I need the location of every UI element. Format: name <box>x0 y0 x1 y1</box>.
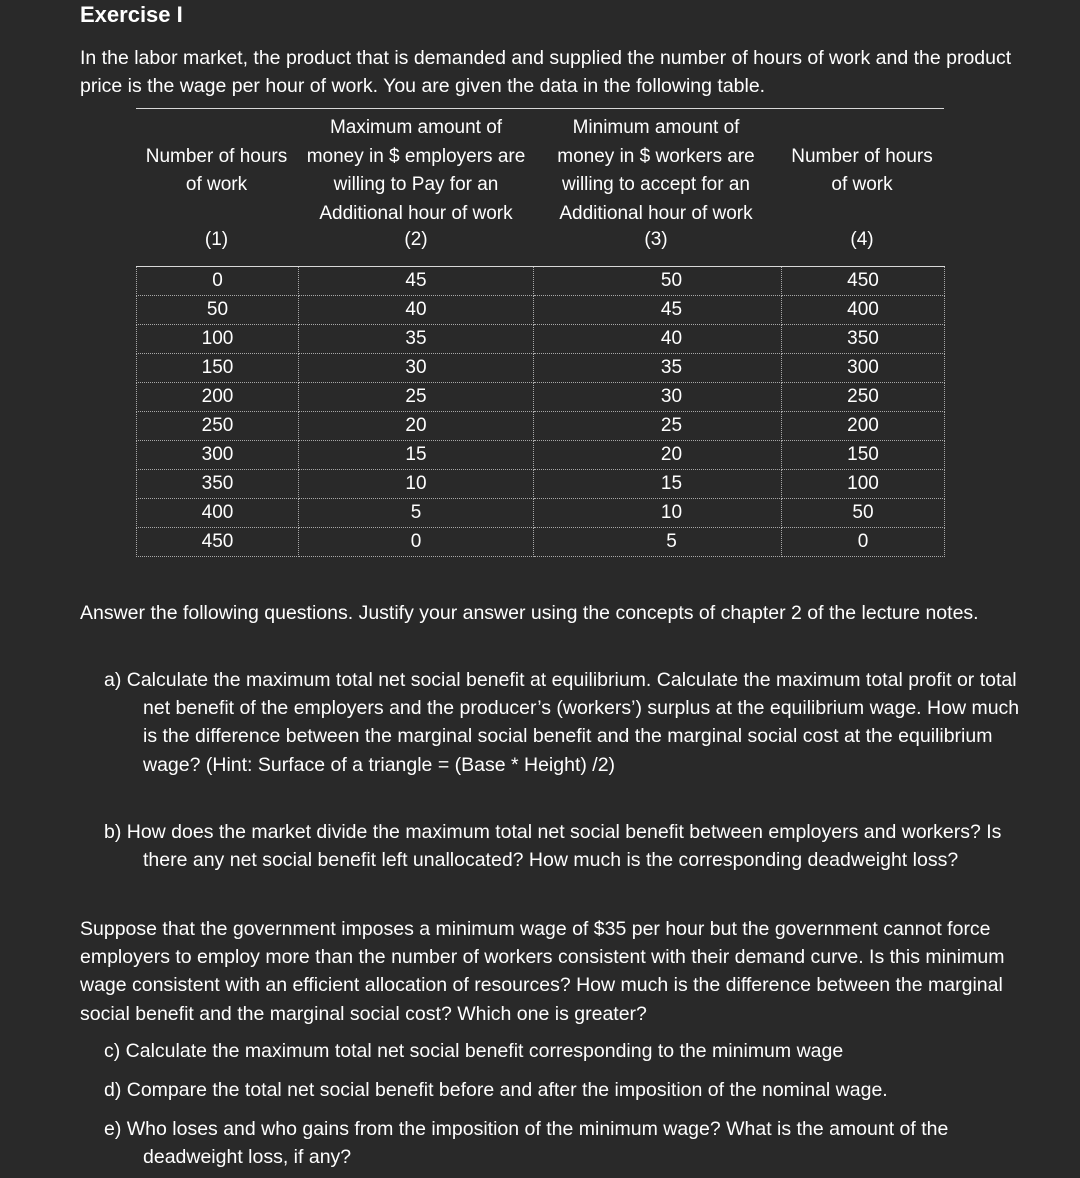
table-cell: 50 <box>534 267 782 296</box>
question-e: e) Who loses and who gains from the imposition of the minimum wage? What is the amount of the deadweight loss, if any? <box>104 1118 949 1169</box>
table-cell: 200 <box>137 383 299 412</box>
table-cell: 300 <box>782 354 945 383</box>
table-cell: 35 <box>299 325 534 354</box>
table-top-rule <box>136 108 944 109</box>
table-cell: 40 <box>534 325 782 354</box>
table-cell: 25 <box>299 383 534 412</box>
table-cell: 0 <box>299 528 534 557</box>
table-cell: 40 <box>299 296 534 325</box>
table-cell: 5 <box>534 528 782 557</box>
table-cell: 250 <box>782 383 945 412</box>
header-col-4: Number of hours of work <box>791 145 933 195</box>
table-cell: 10 <box>299 470 534 499</box>
table-cell: 300 <box>137 441 299 470</box>
table-cell: 30 <box>299 354 534 383</box>
table-cell: 450 <box>137 528 299 557</box>
exercise-intro: In the labor market, the product that is demanded and supplied the number of hours of work and the product price is the wage per hour of work. You are given the data in the following table. <box>80 47 1012 97</box>
table-cell: 50 <box>782 499 945 528</box>
question-a: a) Calculate the maximum total net social benefit at equilibrium. Calculate the maximum total profit or total net benefit of the employers and the producer’s (workers’) surplus at the equilibrium wage. How much is the difference between the marginal social benefit and the marginal social cost at the equilibrium wage? (Hint: Surface of a triangle = (Base * Height) /2) <box>104 669 1020 776</box>
header-col-1-number: (1) <box>204 229 229 250</box>
table-cell: 45 <box>299 267 534 296</box>
table-row <box>137 441 945 470</box>
table-cell: 15 <box>299 441 534 470</box>
table-row <box>137 267 945 296</box>
table-cell: 400 <box>782 296 945 325</box>
header-col-2-number: (2) <box>404 229 428 250</box>
table-cell: 15 <box>534 470 782 499</box>
table-row <box>137 412 945 441</box>
table-cell: 35 <box>534 354 782 383</box>
table-cell: 150 <box>137 354 299 383</box>
table-row <box>137 325 945 354</box>
table-cell: 5 <box>299 499 534 528</box>
table-cell: 50 <box>137 296 299 325</box>
header-col-4-number: (4) <box>850 229 874 250</box>
scenario-text: Suppose that the government imposes a minimum wage of $35 per hour but the government cannot force employers to employ more than the number of workers consistent with their demand curve. Is this minimum wage consistent with an efficient allocation of resources? How much is the difference between the marginal social benefit and the marginal social cost? Which one is greater? <box>80 918 1005 1025</box>
table-cell: 450 <box>782 267 945 296</box>
table-cell: 250 <box>137 412 299 441</box>
table-cell: 400 <box>137 499 299 528</box>
table-cell: 350 <box>782 325 945 354</box>
table-row <box>137 528 945 557</box>
exercise-title: Exercise I <box>80 2 183 27</box>
table-cell: 100 <box>782 470 945 499</box>
header-col-3: Minimum amount of money in $ workers are willing to accept for an Additional hour of work <box>557 117 755 224</box>
table-row <box>137 383 945 412</box>
table-cell: 10 <box>534 499 782 528</box>
table-cell: 20 <box>299 412 534 441</box>
table-cell: 200 <box>782 412 945 441</box>
table-cell: 100 <box>137 325 299 354</box>
instructions: Answer the following questions. Justify your answer using the concepts of chapter 2 of the lecture notes. <box>80 602 979 624</box>
table-cell: 30 <box>534 383 782 412</box>
table-row <box>137 499 945 528</box>
table-cell: 25 <box>534 412 782 441</box>
table-cell: 150 <box>782 441 945 470</box>
table-row <box>137 470 945 499</box>
question-b: b) How does the market divide the maximum total net social benefit between employers and workers? Is there any net social benefit left unallocated? How much is the corresponding deadweight loss? <box>104 821 1002 872</box>
header-col-2: Maximum amount of money in $ employers are willing to Pay for an Additional hour of work <box>306 117 526 224</box>
table-row <box>137 296 945 325</box>
table-cell: 0 <box>782 528 945 557</box>
header-col-3-number: (3) <box>644 229 668 250</box>
table-row <box>137 354 945 383</box>
question-d: d) Compare the total net social benefit before and after the imposition of the nominal wage. <box>104 1079 888 1101</box>
table-grid <box>136 266 945 557</box>
question-c: c) Calculate the maximum total net social benefit corresponding to the minimum wage <box>104 1040 844 1062</box>
table-cell: 0 <box>137 267 299 296</box>
table-cell: 350 <box>137 470 299 499</box>
header-col-1: Number of hours of work <box>145 145 288 195</box>
table-cell: 45 <box>534 296 782 325</box>
table-cell: 20 <box>534 441 782 470</box>
